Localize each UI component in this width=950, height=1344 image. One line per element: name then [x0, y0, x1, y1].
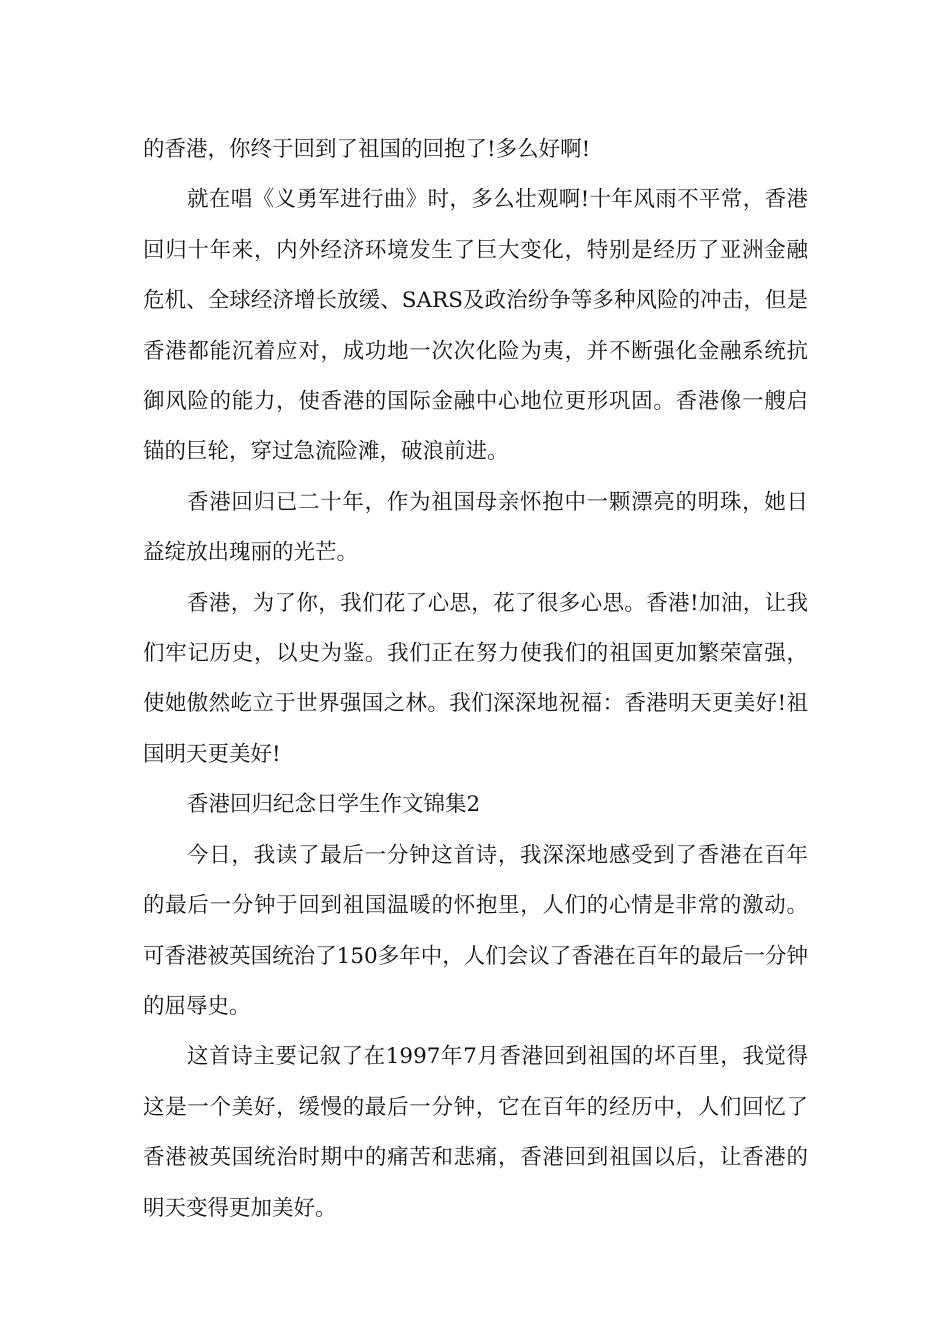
document-body [143, 125, 808, 1234]
section-heading: 香港回归纪念日学生作文锦集2 [187, 792, 481, 818]
paragraph: 这首诗主要记叙了在1997年7月香港回到祖国的坏百里，我觉得这是一个美好，缓慢的最后一分钟，它在百年的经历中，人们回忆了香港被英国统治时期中的痛苦和悲痛，香港回到祖国以后，让香港的明天变得更加美好。 [143, 1044, 808, 1221]
paragraph: 香港，为了你，我们花了心思，花了很多心思。香港!加油，让我们牢记历史，以史为鉴。我们正在努力使我们的祖国更加繁荣富强，使她傲然屹立于世界强国之林。我们深深地祝福：香港明天更美好!祖国明天更美好! [143, 590, 808, 767]
paragraph-continuation: 的香港，你终于回到了祖国的回抱了!多么好啊! [143, 137, 591, 162]
paragraph: 就在唱《义勇军进行曲》时，多么壮观啊!十年风雨不平常，香港回归十年来，内外经济环境发生了巨大变化，特别是经历了亚洲金融危机、全球经济增长放缓、SARS及政治纷争等多种风险的冲击，但是香港都能沉着应对，成功地一次次化险为夷，并不断强化金融系统抗御风险的能力，使香港的国际金融中心地位更形巩固。香港像一艘启锚的巨轮，穿过急流险滩，破浪前进。 [143, 187, 808, 465]
paragraph: 香港回归已二十年，作为祖国母亲怀抱中一颗漂亮的明珠，她日益绽放出瑰丽的光芒。 [143, 489, 808, 566]
paragraph: 今日，我读了最后一分钟这首诗，我深深地感受到了香港在百年的最后一分钟于回到祖国温暖的怀抱里，人们的心情是非常的激动。可香港被英国统治了150多年中，人们会议了香港在百年的最后一分钟的屈辱史。 [143, 842, 808, 1019]
